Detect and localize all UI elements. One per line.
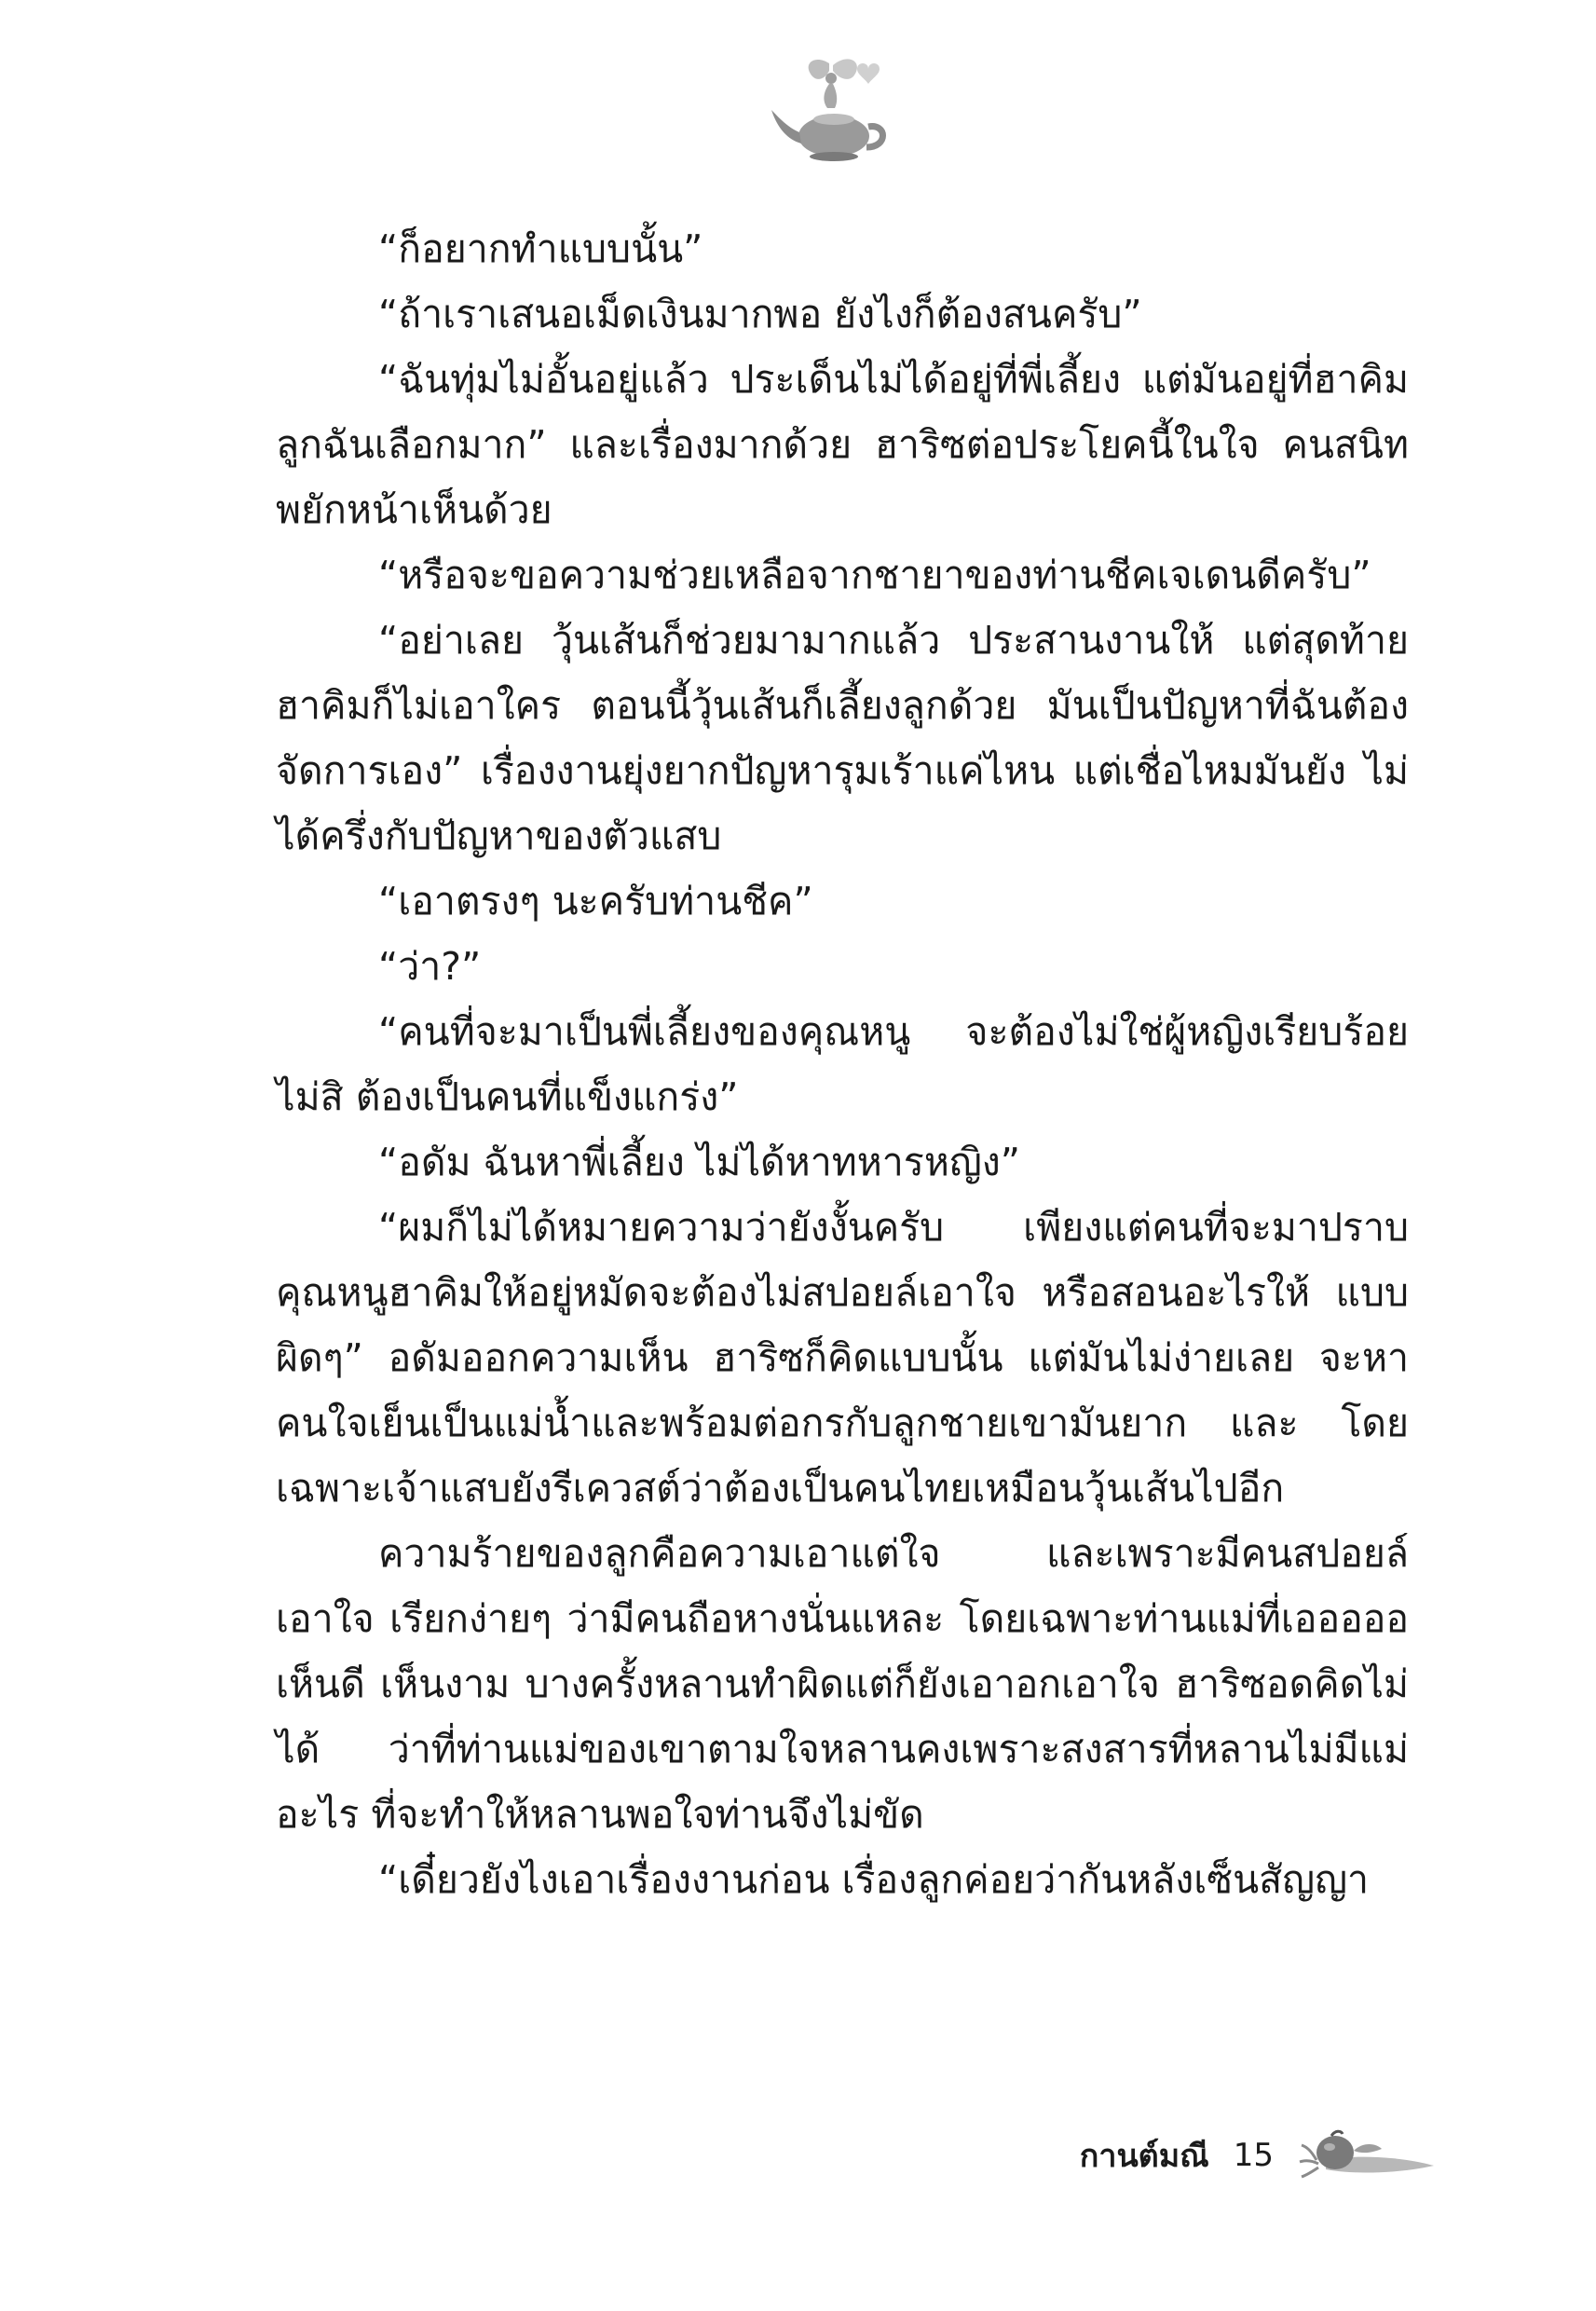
paragraph: “อย่าเลย วุ้นเส้นก็ช่วยมามากแล้ว ประสานงานให้ แต่สุดท้าย ฮาคิมก็ไม่เอาใคร ตอนนี้วุ้นเส้นก็เลี้ยงลูกด้วย มันเป็นปัญหาที่ฉันต้อง จัดการเอง” เรื่องงานยุ่งยากปัญหารุมเร้าแค่ไหน แต่เชื่อไหมมันยัง ไม่ได้ครึ่งกับปัญหาของตัวแสบ [276, 618, 1409, 858]
paragraph: “ฉันทุ่มไม่อั้นอยู่แล้ว ประเด็นไม่ได้อยู่ที่พี่เลี้ยง แต่มันอยู่ที่ฮาคิม ลูกฉันเลือกมาก” และเรื่องมากด้วย ฮาริซต่อประโยคนี้ในใจ คนสนิท พยักหน้าเห็นด้วย [276, 357, 1409, 532]
paragraph: “ก็อยากทำแบบนั้น” [378, 226, 703, 271]
body-text [276, 216, 1409, 1912]
paragraph: ความร้ายของลูกคือความเอาแต่ใจ และเพราะมีคนสปอยล์เอาใจ เรียกง่ายๆ ว่ามีคนถือหางนั่นแหละ โดยเฉพาะท่านแม่ที่เอออออเห็นดี เห็นงาม บางครั้งหลานทำผิดแต่ก็ยังเอาอกเอาใจ ฮาริซอดคิดไม่ได้ ว่าที่ท่านแม่ของเขาตามใจหลานคงเพราะสงสารที่หลานไม่มีแม่ อะไร ที่จะทำให้หลานพอใจท่านจึงไม่ขัด [276, 1531, 1409, 1837]
paragraph: “ถ้าเราเสนอเม็ดเงินมากพอ ยังไงก็ต้องสนครับ” [378, 292, 1142, 336]
page-footer [1080, 2123, 1438, 2188]
vegetables-icon [1298, 2123, 1438, 2188]
paragraph: “หรือจะขอความช่วยเหลือจากชายาของท่านชีคเจเดนดีครับ” [378, 553, 1371, 597]
page-number: 15 [1233, 2137, 1274, 2174]
paragraph: “ผมก็ไม่ได้หมายความว่ายังงั้นครับ เพียงแต่คนที่จะมาปราบ คุณหนูฮาคิมให้อยู่หมัดจะต้องไม่สปอยล์เอาใจ หรือสอนอะไรให้ แบบผิดๆ” อดัมออกความเห็น ฮาริซก็คิดแบบนั้น แต่มันไม่ง่ายเลย จะหาคนใจเย็นเป็นแม่น้ำและพร้อมต่อกรกับลูกชายเขามันยาก และ โดยเฉพาะเจ้าแสบยังรีเควสต์ว่าต้องเป็นคนไทยเหมือนวุ้นเส้นไปอีก [276, 1205, 1409, 1511]
teapot-with-fairy-icon [764, 54, 904, 166]
paragraph: “ว่า?” [378, 944, 482, 989]
paragraph: “อดัม ฉันหาพี่เลี้ยง ไม่ได้หาทหารหญิง” [378, 1140, 1021, 1184]
paragraph: “เดี๋ยวยังไงเอาเรื่องงานก่อน เรื่องลูกค่อยว่ากันหลังเซ็นสัญญา [378, 1857, 1370, 1902]
paragraph: “เอาตรงๆ นะครับท่านชีค” [378, 879, 813, 923]
paragraph: “คนที่จะมาเป็นพี่เลี้ยงของคุณหนู จะต้องไม่ใช่ผู้หญิงเรียบร้อย ไม่สิ ต้องเป็นคนที่แข็งแกร่ง” [276, 1009, 1409, 1119]
book-title: กานต์มณี [1079, 2138, 1209, 2175]
